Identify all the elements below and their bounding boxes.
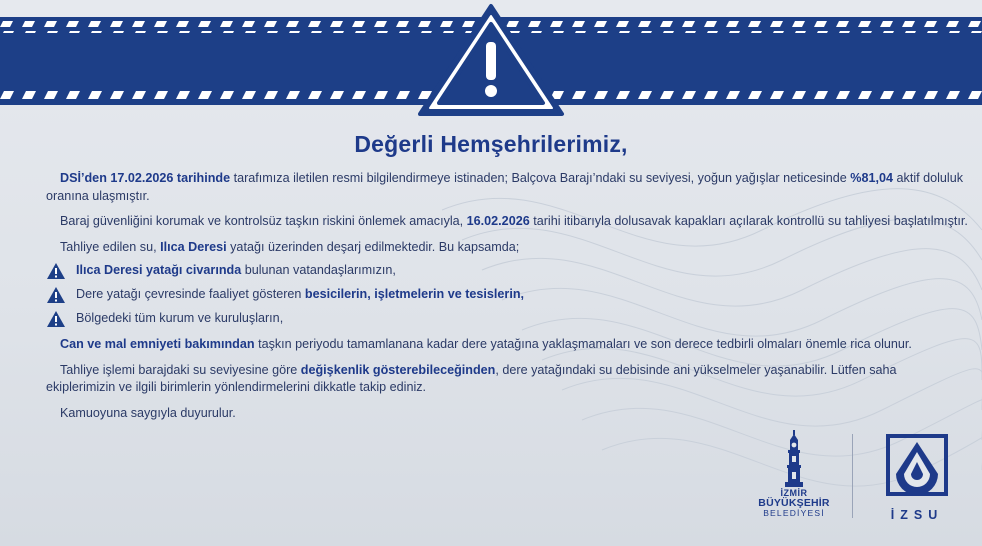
izsu-logo-text: İZSU <box>890 508 944 522</box>
text-bold: değişkenlik gösterebileceğinden <box>300 362 496 377</box>
text: yatağı üzerinden deşarj edilmektedir. Bu kapsamda; <box>226 239 520 254</box>
text-bold: %81,04 <box>850 171 894 185</box>
text-bold: besicilerin, işletmelerin ve tesislerin, <box>304 287 525 302</box>
text: Baraj güvenliğini korumak ve kontrolsüz taşkın riskini önlemek amacıyla, <box>60 214 467 228</box>
text: taşkın periyodu tamamlanana kadar dere yatağına yaklaşmamaları ve son derece tedbirli olmaları önemle rica olunur. <box>254 337 912 351</box>
paragraph-6 <box>46 405 968 423</box>
text-bold: Ilıca Deresi <box>160 239 227 254</box>
text: aktif doluluk oranına ulaşmıştır. <box>46 171 964 203</box>
warning-triangle-icon <box>46 262 66 280</box>
paragraph-1 <box>46 170 968 205</box>
text: Tahliye edilen su, <box>60 239 161 254</box>
bullet-item <box>46 286 968 304</box>
text: tarihi itibarıyla dolusavak kapakları açılarak kontrollü su tahliyesi başlatılmıştır. <box>529 214 968 228</box>
logo-line: BÜYÜKŞEHİR <box>758 497 830 509</box>
text: Bölgedeki tüm kurum ve kuruluşların, <box>76 311 284 326</box>
text: bulunan vatandaşlarımızın, <box>241 263 396 278</box>
warning-triangle-icon <box>416 2 566 118</box>
text: , dere yatağındaki su debisinde ani yükselmeler yaşanabilir. Lütfen saha ekiplerimizin ve ilgili birimlerin yönlendirmelerini dikkatle takip ediniz. <box>46 362 897 394</box>
text-bold: 16.02.2026 <box>466 214 530 228</box>
izsu-logo-icon <box>886 434 948 496</box>
bullet-item <box>46 310 968 328</box>
clock-tower-icon <box>782 430 806 488</box>
warning-triangle-icon <box>46 286 66 304</box>
paragraph-2 <box>46 213 968 231</box>
logo-divider <box>852 434 853 518</box>
footer-logos <box>752 430 952 526</box>
text-bold: DSİ’den 17.02.2026 tarihinde <box>60 171 231 185</box>
text: Tahliye işlemi barajdaki su seviyesine göre <box>60 362 301 377</box>
text-bold: Can ve mal emniyeti bakımından <box>60 337 255 351</box>
paragraph-3 <box>46 239 968 257</box>
logo-line: İZMİR <box>780 488 808 498</box>
paragraph-4 <box>46 336 968 354</box>
logo-line: BELEDİYESİ <box>763 508 825 518</box>
text: Dere yatağı çevresinde faaliyet gösteren <box>76 287 305 302</box>
announcement-body <box>46 170 968 422</box>
warning-triangle-icon <box>46 310 66 328</box>
izmir-logo-text <box>752 488 836 518</box>
text: tarafımıza iletilen resmi bilgilendirmeye istinaden; Balçova Barajı’ndaki su seviyesi, yoğun yağışlar neticesinde <box>230 171 851 185</box>
text-bold: Ilıca Deresi yatağı civarında <box>76 263 242 278</box>
text: Kamuoyuna saygıyla duyurulur. <box>60 405 236 420</box>
paragraph-5 <box>46 362 968 397</box>
bullet-item <box>46 262 968 280</box>
page-title: Değerli Hemşehrilerimiz, <box>354 131 628 157</box>
